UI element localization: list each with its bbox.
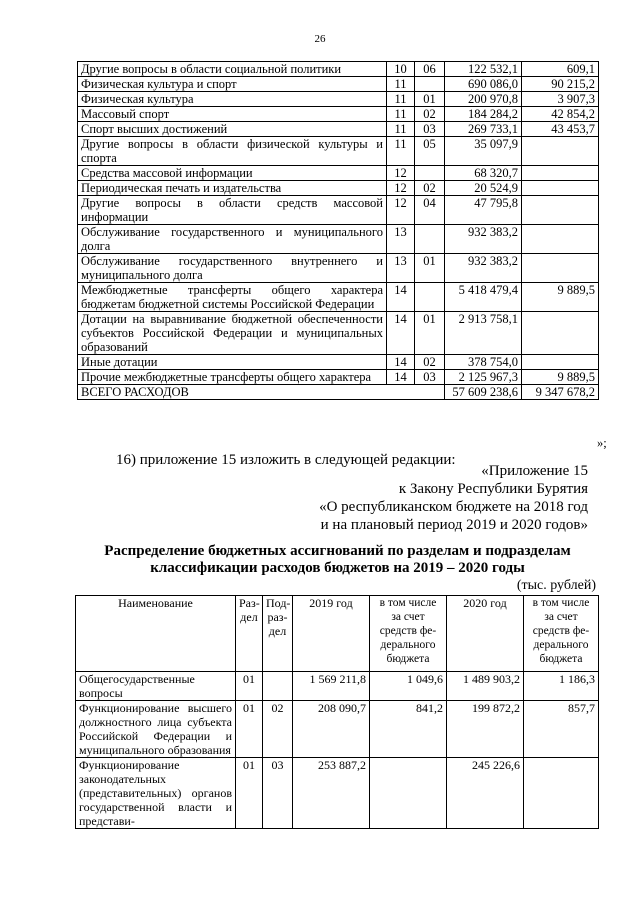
row-razdel: 01 [236,672,263,701]
row-amount: 68 320,7 [445,166,522,181]
row-podrazdel: 03 [415,370,445,385]
table-row [78,166,599,181]
row-razdel: 12 [387,181,415,196]
row-razdel: 14 [387,355,415,370]
table-row [78,77,599,92]
table-row [76,758,599,829]
row-federal [522,137,599,166]
row-podrazdel [415,77,445,92]
row-2020: 199 872,2 [447,701,524,758]
row-name: Общегосударственные вопросы [76,672,236,701]
row-razdel: 10 [387,62,415,77]
row-federal: 9 889,5 [522,370,599,385]
header-federal-2019: в том числе за счет средств фе- дерального бюджета [370,596,447,672]
header-2020: 2020 год [447,596,524,672]
table-row [78,355,599,370]
row-razdel: 11 [387,107,415,122]
row-amount: 690 086,0 [445,77,522,92]
table-row [76,672,599,701]
table-title-line-1: Распределение бюджетных ассигнований по разделам и подразделам [104,543,571,559]
table-row [78,225,599,254]
row-razdel: 13 [387,225,415,254]
row-federal-2020: 1 186,3 [524,672,599,701]
row-razdel: 12 [387,166,415,181]
table-row [78,107,599,122]
row-name: Межбюджетные трансферты общего характера бюджетам бюджетной системы Российской Федерации [78,283,387,312]
row-razdel: 11 [387,137,415,166]
row-name: Иные дотации [78,355,387,370]
header-razdel: Раз- дел [236,596,263,672]
item-16-text: 16) приложение 15 изложить в следующей редакции: [116,452,456,468]
row-amount: 200 970,8 [445,92,522,107]
row-amount: 932 383,2 [445,254,522,283]
annex-heading-line-2: к Закону Республики Бурятия [398,481,588,497]
row-podrazdel: 05 [415,137,445,166]
table-row [78,122,599,137]
row-federal [522,254,599,283]
row-name: Другие вопросы в области средств массовой информации [78,196,387,225]
row-name: Другие вопросы в области социальной политики [78,62,387,77]
row-2019: 253 887,2 [293,758,370,829]
row-federal: 90 215,2 [522,77,599,92]
row-razdel: 14 [387,283,415,312]
table-header-row [76,596,599,672]
row-amount: 47 795,8 [445,196,522,225]
row-podrazdel: 01 [415,312,445,355]
row-federal [522,166,599,181]
row-federal [522,181,599,196]
row-podrazdel [263,672,293,701]
row-razdel: 14 [387,312,415,355]
row-podrazdel [415,283,445,312]
header-2019: 2019 год [293,596,370,672]
row-amount: 269 733,1 [445,122,522,137]
table-row [78,196,599,225]
row-podrazdel: 06 [415,62,445,77]
row-podrazdel [415,225,445,254]
table-row [78,254,599,283]
total-amount: 57 609 238,6 [445,385,522,400]
row-name: Спорт высших достижений [78,122,387,137]
table-row [76,701,599,758]
closing-quote: »; [597,436,607,450]
table-row [78,181,599,196]
row-name: Другие вопросы в области физической культуры и спорта [78,137,387,166]
annex-heading-line-3: «О республиканском бюджете на 2018 год [319,499,588,515]
row-name: Массовый спорт [78,107,387,122]
row-federal [522,196,599,225]
row-podrazdel: 01 [415,254,445,283]
row-2020: 245 226,6 [447,758,524,829]
row-federal [522,225,599,254]
row-federal: 9 889,5 [522,283,599,312]
row-amount: 932 383,2 [445,225,522,254]
row-federal-2019: 1 049,6 [370,672,447,701]
table-row [78,312,599,355]
table-title-line-2: классификации расходов бюджетов на 2019 – 2020 годы [150,560,525,576]
row-razdel: 01 [236,701,263,758]
row-razdel: 14 [387,370,415,385]
row-razdel: 11 [387,77,415,92]
row-name: Функционирование законодательных (представительных) органов государственной власти и представи- [76,758,236,829]
row-name: Обслуживание государственного внутреннего и муниципального долга [78,254,387,283]
header-federal-2020: в том числе за счет средств фе- дерального бюджета [524,596,599,672]
units-label: (тыс. рублей) [516,578,596,593]
row-amount: 2 125 967,3 [445,370,522,385]
row-federal-2019 [370,758,447,829]
row-name: Физическая культура [78,92,387,107]
expenses-table-continued [77,61,599,400]
allocation-table [75,595,599,829]
row-podrazdel: 03 [263,758,293,829]
row-federal-2020 [524,758,599,829]
row-podrazdel: 04 [415,196,445,225]
row-name: Периодическая печать и издательства [78,181,387,196]
row-razdel: 12 [387,196,415,225]
row-name: Средства массовой информации [78,166,387,181]
row-amount: 184 284,2 [445,107,522,122]
row-podrazdel: 02 [415,355,445,370]
page-number: 26 [314,33,326,45]
row-2019: 1 569 211,8 [293,672,370,701]
header-podrazdel: Под- раз- дел [263,596,293,672]
row-name: Физическая культура и спорт [78,77,387,92]
row-federal: 609,1 [522,62,599,77]
table-title [77,543,598,577]
row-2020: 1 489 903,2 [447,672,524,701]
row-federal [522,312,599,355]
annex-heading-line-4: и на плановый период 2019 и 2020 годов» [320,517,588,533]
row-podrazdel: 03 [415,122,445,137]
row-federal: 42 854,2 [522,107,599,122]
total-row [78,385,599,400]
row-podrazdel [415,166,445,181]
row-razdel: 11 [387,92,415,107]
table-row [78,283,599,312]
total-federal: 9 347 678,2 [522,385,599,400]
row-amount: 378 754,0 [445,355,522,370]
row-federal-2020: 857,7 [524,701,599,758]
row-amount: 2 913 758,1 [445,312,522,355]
row-amount: 20 524,9 [445,181,522,196]
row-name: Прочие межбюджетные трансферты общего характера [78,370,387,385]
row-podrazdel: 01 [415,92,445,107]
header-name: Наименование [76,596,236,672]
row-federal [522,355,599,370]
row-podrazdel: 02 [263,701,293,758]
row-amount: 5 418 479,4 [445,283,522,312]
total-label: ВСЕГО РАСХОДОВ [78,385,445,400]
table-row [78,137,599,166]
row-podrazdel: 02 [415,107,445,122]
table-row [78,92,599,107]
row-razdel: 13 [387,254,415,283]
row-amount: 35 097,9 [445,137,522,166]
row-2019: 208 090,7 [293,701,370,758]
annex-heading-line-1: «Приложение 15 [481,463,588,479]
row-razdel: 11 [387,122,415,137]
row-name: Обслуживание государственного и муниципального долга [78,225,387,254]
row-name: Функционирование высшего должностного лица субъекта Российской Федерации и муниципального образования [76,701,236,758]
table-row [78,62,599,77]
row-razdel: 01 [236,758,263,829]
row-federal: 3 907,3 [522,92,599,107]
row-federal: 43 453,7 [522,122,599,137]
row-name: Дотации на выравнивание бюджетной обеспеченности субъектов Российской Федерации и муниципальных образований [78,312,387,355]
row-federal-2019: 841,2 [370,701,447,758]
table-row [78,370,599,385]
row-podrazdel: 02 [415,181,445,196]
row-amount: 122 532,1 [445,62,522,77]
